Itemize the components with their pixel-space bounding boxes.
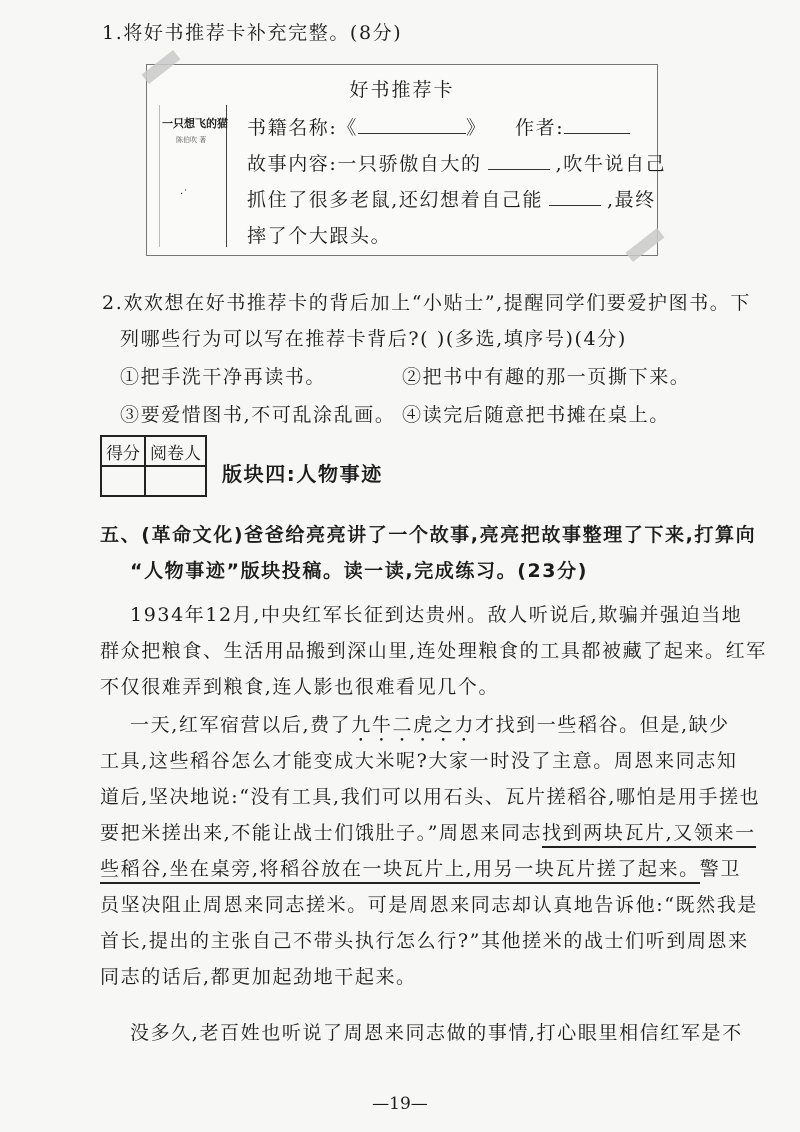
passage-p2-line-4 [100,818,756,845]
underlined-text: 些稻谷,坐在桌旁,将稻谷放在一块瓦片上,用另一块瓦片搓了起来。 [100,858,700,884]
author-label: 作者: [515,117,565,139]
card-content-line-1 [247,149,666,176]
option-1: ①把手洗干净再读书。 [120,366,327,388]
passage-p2-line-3: 道后,坚决地说:“没有工具,我们可以用石头、瓦片搓稻谷,哪怕是用手搓也 [100,786,761,808]
passage-text: 才找到一些稻谷。但是,缺少 [474,714,730,736]
option-4: ④读完后随意把书摊在桌上。 [402,404,670,426]
card-content-line-2 [247,185,656,212]
score-table [100,435,207,497]
passage-p2-line-8: 同志的话后,都更加起劲地干起来。 [100,966,417,988]
book-cover-image [159,105,227,247]
dotted-char: 九 [351,714,372,736]
book-cover-author: 陈伯吹 著 [176,136,207,144]
passage-text: 要把米搓出来,不能让战士们饿肚子。”周恩来同志 [100,822,543,844]
dotted-char: 牛 [371,714,393,736]
dotted-char: 二 [392,714,414,736]
tape-bottom-right [626,228,665,262]
underlined-text: 找到两块瓦片,又领来一 [542,822,756,848]
content-blank-2[interactable] [549,205,601,206]
card-author-row [515,113,630,140]
section-title: 版块四:人物事迹 [222,462,383,486]
book-recommendation-card [146,64,667,256]
grader-cell[interactable] [145,466,206,496]
option-3: ③要爱惜图书,不可乱涂乱画。 [120,404,396,426]
content-text: 抓住了很多老鼠,还幻想着自己能 [247,189,544,211]
dotted-char: 力 [454,714,475,736]
option-2: ②把书中有趣的那一页撕下来。 [402,366,691,388]
page-number: —19— [372,1094,428,1114]
book-cover-decoration: ·˙ [180,189,189,200]
passage-p2-line-7: 首长,提出的主张自己不带头执行怎么行?”其他搓米的战士们听到周恩来 [100,930,749,952]
question-1-title: 1.将好书推荐卡补充完整。(8分) [102,22,403,44]
question-5-line-2: “人物事迹”版块投稿。读一读,完成练习。(23分) [130,560,589,582]
passage-p2-line-5 [100,854,741,881]
content-text: ,最终 [607,189,656,211]
book-name-blank[interactable] [358,133,466,134]
passage-p1-line-1: 1934年12月,中央红军长征到达贵州。敌人听说后,欺骗并强迫当地 [130,604,743,626]
passage-text: 一天,红军宿营以后,费了 [130,714,352,736]
passage-p2-line-2: 工具,这些稻谷怎么才能变成大米呢?大家一时没了主意。周恩来同志知 [100,750,738,772]
passage-p2-line-6: 员坚决阻止周恩来同志搓米。可是周恩来同志却认真地告诉他:“既然我是 [100,894,758,916]
passage-text: 警卫 [699,858,741,880]
card-book-name-row [247,113,487,140]
book-name-label: 书籍名称:《 [247,117,359,139]
passage-p1-line-2: 群众把粮食、生活用品搬到深山里,连处理粮食的工具都被藏了起来。红军 [100,640,767,662]
passage-p1-line-3: 不仅很难弄到粮食,连人影也很难看见几个。 [100,676,500,698]
dotted-char: 之 [433,714,455,736]
score-header: 得分 [101,436,145,466]
passage-p3-line-1: 没多久,老百姓也听说了周恩来同志做的事情,打心眼里相信红军是不 [130,1022,743,1044]
content-text: ,吹牛说自己 [555,153,667,175]
passage-p2-line-1 [130,710,730,737]
card-content-line-3: 摔了个大跟头。 [247,225,392,247]
author-blank[interactable] [564,133,630,134]
question-5-line-1: 五、(革命文化)爸爸给亮亮讲了一个故事,亮亮把故事整理了下来,打算向 [100,524,757,546]
content-text: 故事内容:一只骄傲自大的 [247,153,482,175]
book-name-close: 》 [466,117,487,139]
question-2-line-2: 列哪些行为可以写在推荐卡背后?( )(多选,填序号)(4分) [120,328,627,350]
card-title: 好书推荐卡 [349,79,455,101]
content-blank-1[interactable] [488,169,550,170]
book-cover-title: 一只想飞的猫 [162,117,228,130]
question-2-line-1: 2.欢欢想在好书推荐卡的背后加上“小贴士”,提醒同学们要爱护图书。下 [102,292,751,314]
dotted-char: 虎 [413,714,434,736]
score-cell[interactable] [101,466,145,496]
grader-header: 阅卷人 [145,436,206,466]
dotted-idiom [351,714,475,736]
